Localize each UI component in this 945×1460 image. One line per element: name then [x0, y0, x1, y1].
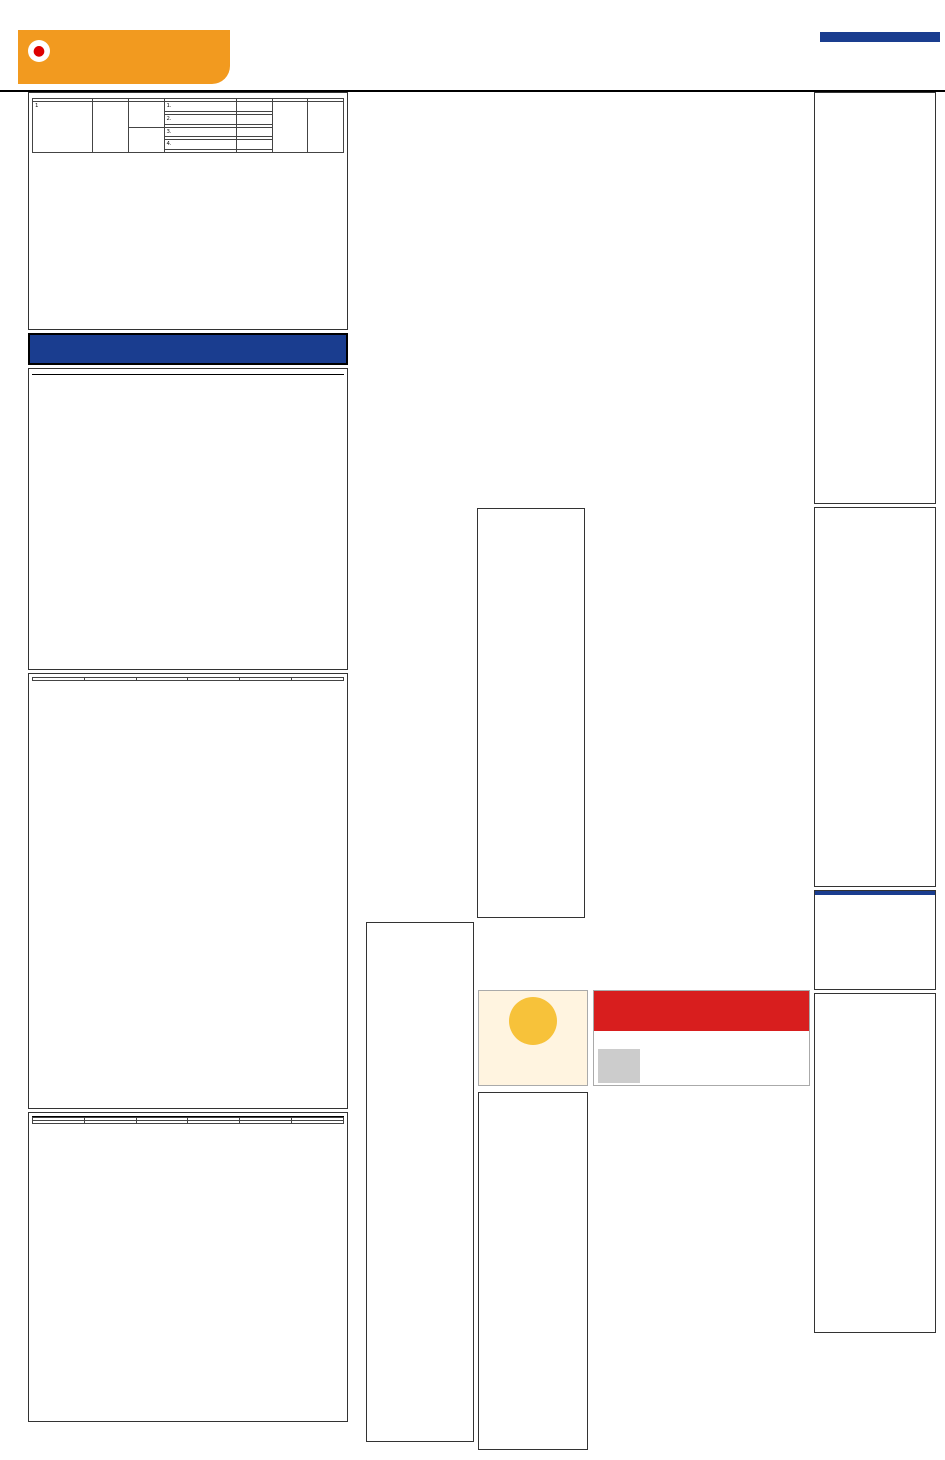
table-cell: 3.: [164, 127, 236, 137]
reader-body: [815, 895, 935, 901]
table-cell: [236, 102, 272, 112]
table-cell: [272, 102, 308, 153]
dateline: [820, 30, 940, 44]
section-title-box: [385, 32, 565, 86]
notice-right-2: [814, 507, 936, 887]
reader-notice: [814, 890, 936, 990]
rims-tender: [28, 368, 348, 670]
table-header: [33, 678, 85, 681]
table-header: [292, 678, 344, 681]
kannada-court-notice-2: [478, 1092, 588, 1450]
kannada-court-notice: [477, 508, 585, 918]
masthead: [0, 0, 945, 90]
table-cell: 1: [33, 102, 93, 153]
table-cell: 2.: [164, 114, 236, 124]
notice-right-1: [814, 92, 936, 504]
ad-brand: [594, 991, 810, 1031]
table-header: [240, 678, 292, 681]
youth-table: [32, 1117, 344, 1124]
table-cell: [236, 127, 272, 137]
bwssb-tender: [28, 92, 348, 330]
court-notice-long: [366, 922, 474, 1442]
table-header: [136, 678, 188, 681]
youth-tender: [28, 1112, 348, 1422]
dateline-bar: [820, 32, 940, 42]
table-cell: [128, 127, 164, 153]
vikrama-badge: [509, 997, 557, 1045]
court-notice-mid-col: [366, 922, 474, 1452]
newspaper-thumbnail: [598, 1049, 640, 1083]
left-column: [28, 92, 348, 1452]
table-cell: [136, 1121, 188, 1124]
table-cell: [84, 1121, 136, 1124]
hassan-tender: [28, 673, 348, 1109]
table-cell: [188, 1121, 240, 1124]
table-cell: [33, 1121, 85, 1124]
bwssb-table: [32, 98, 344, 153]
table-cell: [308, 102, 344, 153]
table-cell: [236, 114, 272, 124]
table-cell: 4.: [164, 140, 236, 150]
table-cell: [236, 150, 272, 153]
court-notice-mid-1: [366, 508, 474, 918]
contact-banner: [28, 333, 348, 365]
table-cell: [128, 102, 164, 128]
notice-right-3: [814, 993, 936, 1333]
table-cell: [164, 150, 236, 153]
kannada-notice-col: [478, 1092, 588, 1452]
brand-logo[interactable]: [18, 30, 230, 84]
vikrama-ad[interactable]: [478, 990, 588, 1086]
lamp-icon: ●: [28, 40, 50, 62]
table-cell: [240, 1121, 292, 1124]
citations: [592, 1092, 810, 1452]
court-notices-middle: [366, 508, 810, 918]
table-cell: 1.: [164, 102, 236, 112]
court-notices-top: [366, 92, 810, 504]
hosadiganta-ad[interactable]: [593, 990, 810, 1086]
table-header: [188, 678, 240, 681]
hassan-table: [32, 677, 344, 681]
table-cell: [236, 140, 272, 150]
table-header: [84, 678, 136, 681]
principal-court-notices: [588, 508, 810, 918]
table-cell: [292, 1121, 344, 1124]
right-column: [814, 92, 936, 1452]
table-cell: [93, 102, 129, 153]
